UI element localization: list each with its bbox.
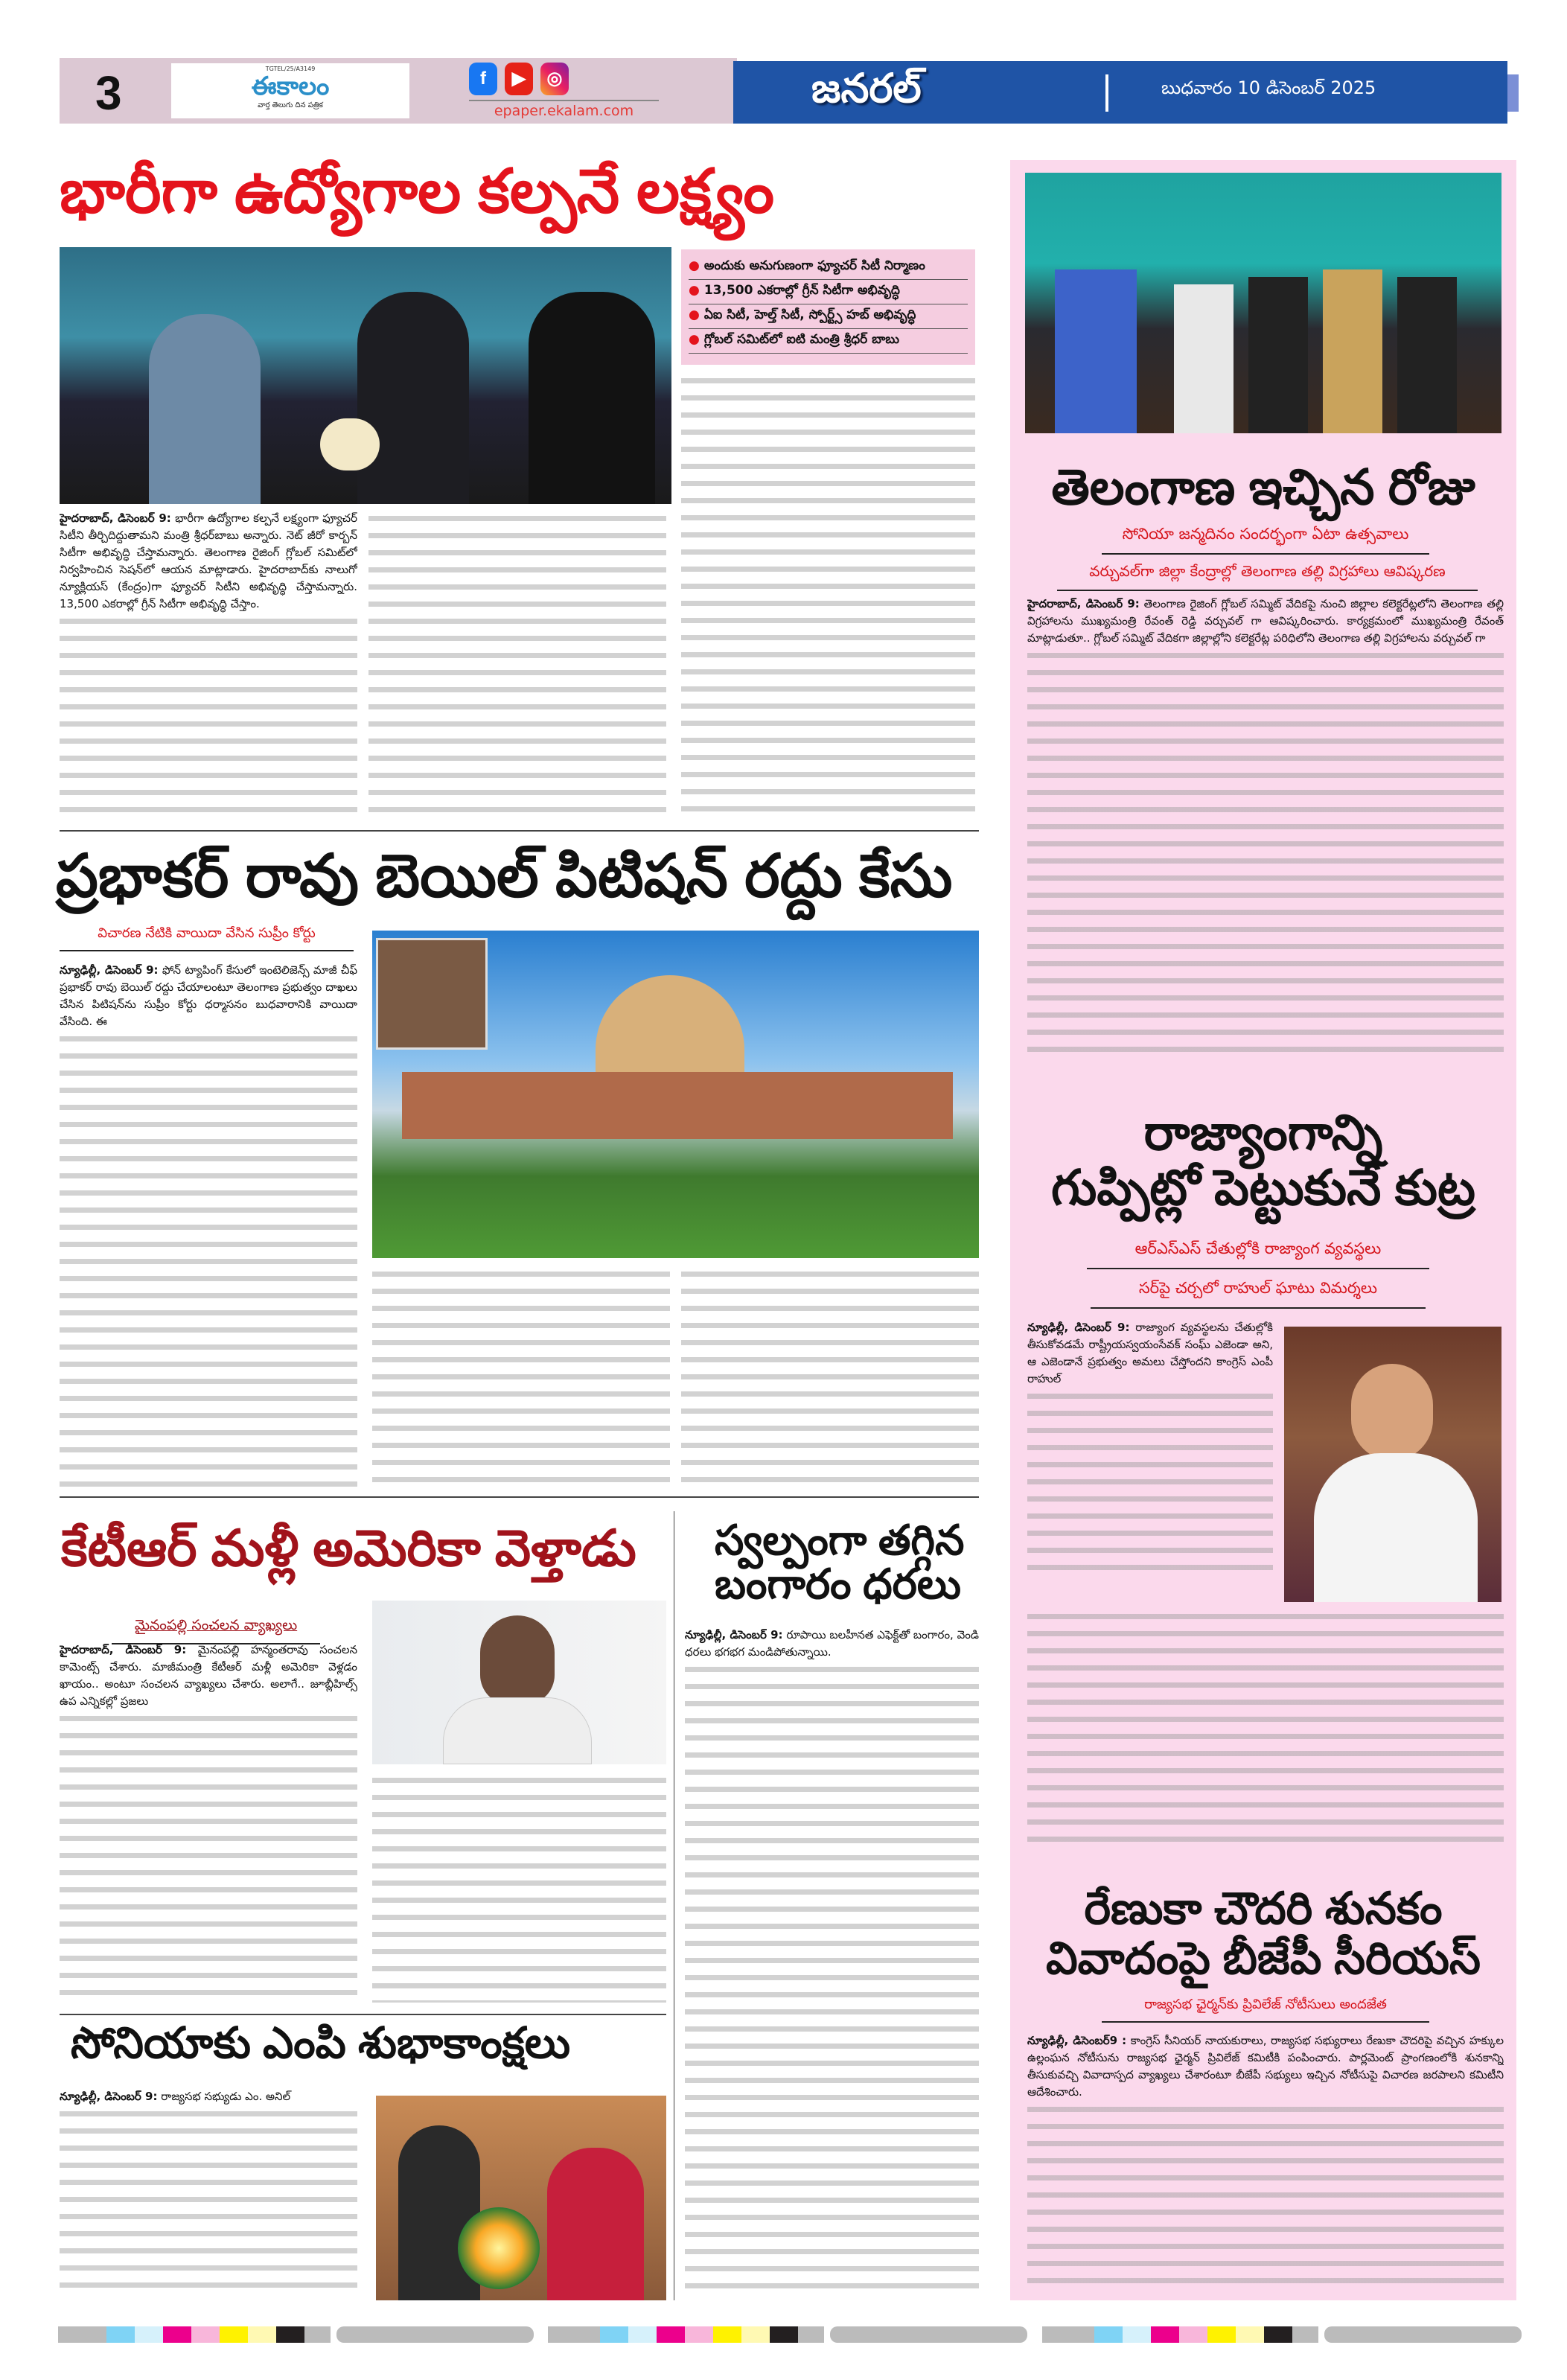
subhead: మైనంపల్లి సంచలన వ్యాఖ్యలు	[112, 1617, 320, 1644]
headline-line: రాజ్యాంగాన్ని	[1143, 1105, 1383, 1160]
headline-renuka	[1025, 1883, 1501, 1983]
body-text-continuation	[681, 1266, 979, 1489]
dateline: న్యూఢిల్లీ, డిసెంబర్ 9:	[685, 1628, 783, 1642]
podium	[1055, 269, 1137, 433]
article-body-sonia-wishes	[60, 2088, 357, 2300]
newspaper-logo[interactable]	[171, 63, 409, 118]
body-text-continuation	[368, 510, 666, 823]
page-number: 3	[95, 66, 122, 120]
headline-ktr: కేటీఆర్ మళ్లీ అమెరికా వెళ్తాడు	[61, 1520, 636, 1577]
article-body-rahul	[1027, 1319, 1273, 1602]
sonia-greeting-photo	[376, 2096, 666, 2300]
dateline: హైదరాబాద్, డిసెంబర్ 9:	[60, 1643, 187, 1656]
body-text: ఫోన్ ట్యాపింగ్ కేసులో ఇంటెలిజెన్స్ మాజీ చీఫ్ ప్రభాకర్ రావు బెయిల్ రద్దు చేయాలంటూ తెలంగాణ ప్రభుత్వం దాఖలు చేసిన పిటిషన్‌ను సుప్రీం కోర్టు ధర్మాసనం బుధవారానికి వాయిదా వేసింది. ఈ	[60, 963, 357, 1028]
article-body-jobs	[60, 510, 357, 823]
divider	[60, 1496, 979, 1498]
highlight-item: ● ఏఐ సిటీ, హెల్త్ సిటీ, స్పోర్ట్స్ హబ్ అభివృద్ధి	[689, 304, 968, 329]
highlight-item: ● 13,500 ఎకరాల్లో గ్రీన్ సిటీగా అభివృద్ధి	[689, 280, 968, 304]
body-text-continuation	[681, 372, 975, 823]
social-links	[469, 63, 569, 95]
body-text: మైనంపల్లి హన్మంతరావు సంచలన కామెంట్స్ చేశారు. మాజీమంత్రి కేటీఆర్ మళ్లీ అమెరికా వెళ్లడం ఖాయం.. అంటూ సంచలన వ్యాఖ్యలు చేశారు. అలాగే.. జూబ్లీహిల్స్ ఉప ఎన్నికల్లో ప్రజలు	[60, 1643, 357, 1708]
dateline: న్యూఢిల్లీ, డిసెంబర్ 9:	[1027, 1321, 1130, 1334]
logo-name: ఈకాలం	[251, 72, 330, 101]
mynampally-photo	[372, 1601, 666, 1764]
issue-date: బుధవారం 10 డిసెంబర్ 2025	[1161, 77, 1376, 98]
instagram-icon[interactable]: ◎	[540, 63, 569, 95]
subhead: సోనియా జన్మదినం సందర్భంగా ఏటా ఉత్సవాలు	[1102, 525, 1429, 555]
divider	[1105, 74, 1108, 112]
dateline: హైదరాబాద్, డిసెంబర్ 9:	[1027, 597, 1140, 610]
headline-line: వివాదంపై బీజేపీ సీరియస్	[1045, 1933, 1481, 1984]
highlight-item: ● గ్లోబల్ సమిట్‌లో ఐటి మంత్రి శ్రీధర్ బాబు	[689, 329, 968, 354]
headline-line: రేణుకా చౌదరి శునకం	[1084, 1883, 1443, 1933]
body-text-continuation	[1027, 1608, 1504, 1854]
divider	[60, 2014, 666, 2015]
body-text-continuation	[372, 1772, 666, 2003]
article-body-gold	[685, 1627, 979, 2300]
subhead: రాజ్యసభ ఛైర్మన్‌కు ప్రివిలేజ్ నోటీసులు అందజేత	[1102, 1997, 1429, 2023]
print-color-bar	[1042, 2326, 1522, 2343]
headline-prabhakar: ప్రభాకర్ రావు బెయిల్ పిటిషన్ రద్దు కేసు	[56, 843, 953, 909]
supreme-court-photo	[372, 931, 979, 1258]
body-text: తెలంగాణ రైజింగ్ గ్లోబల్ సమ్మిట్ వేదికపై నుంచి జిల్లాల కలెక్టరేట్లలోని తెలంగాణ తల్లి విగ్రహాలను ముఖ్యమంత్రి రేవంత్ రెడ్డి వర్చువల్ గా ఆవిష్కరించారు. కార్యక్రమంలో ముఖ్యమంత్రి రేవంత్ మాట్లాడుతూ.. గ్లోబల్ సమ్మిట్ వేదికగా జిల్లాల్లోని కలెక్టరేట్ల పరిధిలోని తెలంగాణ తల్లి విగ్రహాలను వర్చువల్ గా	[1027, 597, 1504, 645]
body-text: రాజ్యసభ సభ్యుడు ఎం. అనిల్	[161, 2090, 291, 2103]
body-text-continuation	[60, 2105, 357, 2299]
article-body-telangana	[1027, 596, 1504, 1076]
body-text-continuation	[1027, 1388, 1273, 1581]
body-text: రూపాయి బలహీనత ఎఫెక్ట్‌తో బంగారం, వెండి ధరలు భగభగ మండిపోతున్నాయి.	[685, 1628, 979, 1659]
headline-gold	[715, 1516, 965, 1607]
subhead: సర్‌పై చర్చలో రాహుల్ ఘాటు విమర్శలు	[1091, 1279, 1426, 1309]
section-title: జనరల్	[811, 66, 922, 111]
header-accent	[1507, 74, 1519, 112]
article-body-ktr	[60, 1642, 357, 2006]
body-text: కాంగ్రెస్ సీనియర్ నాయకురాలు, రాజ్యసభ సభ్యురాలు రేణుకా చౌదరిపై వచ్చిన హక్కుల ఉల్లంఘన నోటీసును రాజ్యసభ ఛైర్మన్ ప్రివిలేజ్ కమిటీకి పంపించారు. పార్లమెంట్ ప్రాంగణంలోకి శునకాన్ని తీసుకువచ్చి వివాదాస్పద వ్యాఖ్యలు చేశారంటూ బీజేపీ సభ్యులు ఇచ్చిన నోటీసుపై విచారణ జరపాలని కమిటీని ఆదేశించారు.	[1027, 2034, 1504, 2099]
subhead: విచారణ నేటికి వాయిదా వేసిన సుప్రీం కోర్టు	[60, 925, 354, 951]
divider	[60, 830, 979, 832]
bouquet	[458, 2207, 540, 2289]
registration-number: TGTEL/25/A3149	[265, 66, 316, 72]
inset-portrait	[376, 938, 488, 1050]
body-text-continuation	[1027, 647, 1504, 1064]
subhead: వర్చువల్‌గా జిల్లా కేంద్రాల్లో తెలంగాణ తల్లి విగ్రహాలు ఆవిష్కరణ	[1057, 562, 1478, 591]
headline-rahul	[1025, 1106, 1501, 1216]
body-text-continuation	[1027, 2101, 1504, 2287]
website-link[interactable]: epaper.ekalam.com	[469, 100, 659, 119]
telangana-event-photo	[1025, 173, 1501, 433]
body-text-continuation	[60, 1030, 357, 1490]
rahul-gandhi-photo	[1284, 1327, 1501, 1602]
headline-line: బంగారం ధరలు	[715, 1560, 961, 1607]
print-color-bar	[548, 2326, 1027, 2343]
headline-sonia-wishes: సోనియాకు ఎంపి శుభాకాంక్షలు	[71, 2019, 571, 2067]
body-text-continuation	[685, 1661, 979, 2294]
body-text: భారీగా ఉద్యోగాల కల్పనే లక్ష్యంగా ఫ్యూచర్ సిటీని తీర్చిదిద్దుతామని మంత్రి శ్రీధర్‌బాబు అన్నారు. నెట్ జీరో కార్బన్ సిటీగా అభివృద్ధి చేస్తామన్నారు. తెలంగాణ రైజింగ్ గ్లోబల్ సమిట్‌లో నిర్వహించిన సెషన్‌లో ఆయన మాట్లాడారు. హైదరాబాద్‌కు నాలుగో న్యూక్లియస్ (కేంద్రం)గా ఫ్యూచర్ సిటీని అభివృద్ధి చేస్తామన్నారు. 13,500 ఎకరాల్లో గ్రీన్ సిటీగా అభివృద్ధి చేస్తాం.	[60, 511, 357, 610]
article-body-renuka	[1027, 2032, 1504, 2289]
headline-jobs: భారీగా ఉద్యోగాల కల్పనే లక్ష్యం	[60, 158, 775, 226]
headline-telangana: తెలంగాణ ఇచ్చిన రోజు	[1051, 459, 1475, 514]
dateline: హైదరాబాద్, డిసెంబర్ 9:	[60, 511, 171, 525]
headline-line: స్వల్పంగా తగ్గిన	[715, 1516, 965, 1563]
body-text-continuation	[60, 613, 357, 823]
headline-line: గుప్పిట్లో పెట్టుకునే కుట్ర	[1051, 1159, 1475, 1215]
body-text: రాజ్యాంగ వ్యవస్థలను చేతుల్లోకి తీసుకోవడమే రాష్ట్రీయస్వయంసేవక్ సంఘ్ ఎజెండా అని, ఆ ఎజెండానే ప్రభుత్వం అమలు చేస్తోందని కాంగ్రెస్ ఎంపీ రాహుల్	[1027, 1321, 1273, 1385]
logo-tagline: వార్త తెలుగు దిన పత్రిక	[258, 101, 323, 109]
highlights-box	[681, 249, 975, 365]
body-text-continuation	[60, 1710, 357, 2006]
highlight-item: ● అందుకు అనుగుణంగా ఫ్యూచర్ సిటీ నిర్మాణం	[689, 255, 968, 280]
dateline: న్యూఢిల్లీ, డిసెంబర్ 9:	[60, 963, 159, 977]
summit-panel-photo	[60, 247, 671, 504]
print-color-bar	[58, 2326, 534, 2343]
dateline: న్యూఢిల్లీ, డిసెంబర్ 9:	[60, 2090, 158, 2103]
body-text-continuation	[372, 1266, 670, 1489]
facebook-icon[interactable]: f	[469, 63, 497, 95]
article-body-prabhakar	[60, 962, 357, 1490]
subhead: ఆర్‌ఎస్‌ఎస్ చేతుల్లోకి రాజ్యాంగ వ్యవస్థలు	[1087, 1240, 1429, 1269]
youtube-icon[interactable]: ▶	[505, 63, 533, 95]
dateline: న్యూఢిల్లీ, డిసెంబర్9 :	[1027, 2034, 1127, 2047]
